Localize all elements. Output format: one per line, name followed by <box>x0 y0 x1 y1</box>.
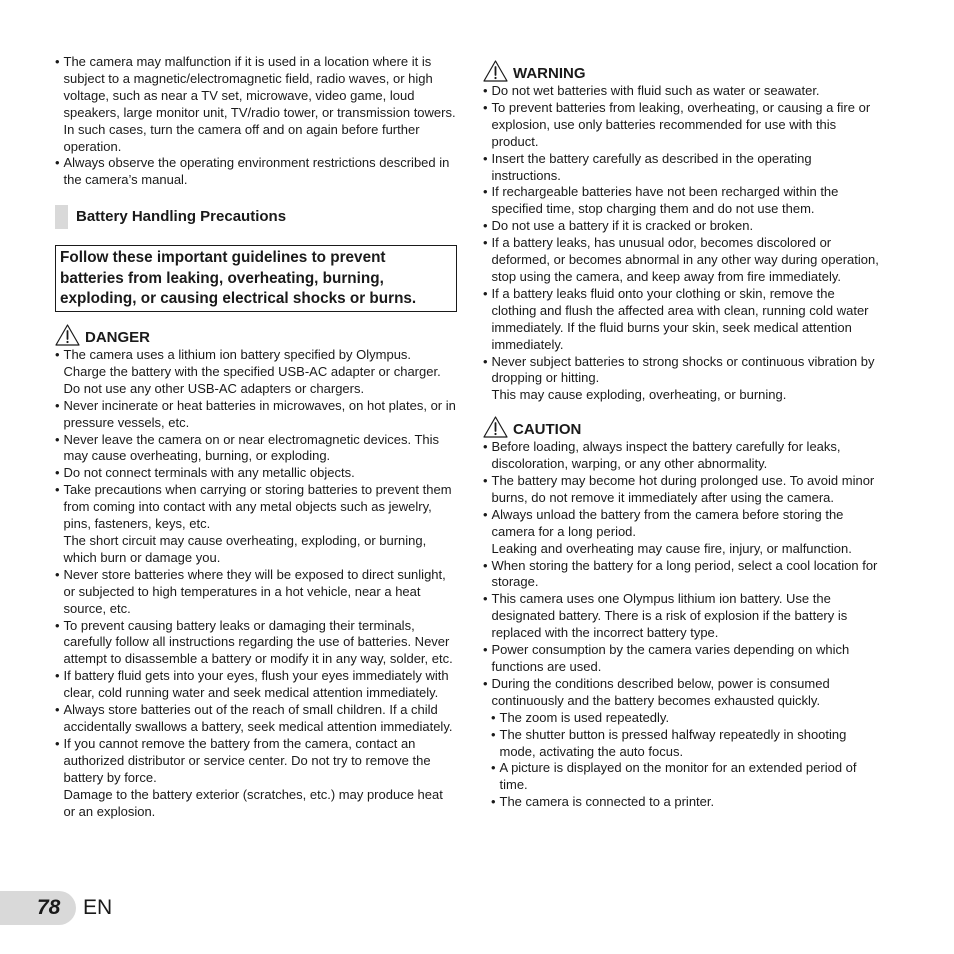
list-item: • Do not wet batteries with fluid such as water or seawater. <box>483 83 883 100</box>
list-item: • If rechargeable batteries have not been recharged within the specified time, stop charging them and do not use them. <box>483 184 883 218</box>
sub-list-item: • The zoom is used repeatedly. <box>491 710 883 727</box>
list-item: • Never store batteries where they will be exposed to direct sunlight, or subjected to high temperatures in a hot vehicle, near a heat source, etc. <box>55 567 457 618</box>
list-item: • Never incinerate or heat batteries in microwaves, on hot plates, or in pressure vessels, etc. <box>55 398 457 432</box>
list-item-text: Take precautions when carrying or storing batteries to prevent them from coming into contact with any metal objects such as jewelry, pins, fasteners, keys, etc. <box>63 482 452 532</box>
section-title: Battery Handling Precautions <box>76 208 287 226</box>
list-item: • Before loading, always inspect the battery carefully for leaks, discoloration, warping, or any other abnormality. <box>483 439 883 473</box>
list-item-note: Damage to the battery exterior (scratches, etc.) may produce heat or an explosion. <box>63 786 443 819</box>
list-item: • If a battery leaks fluid onto your clothing or skin, remove the clothing and flush the affected area with clean, running cold water immediately. If the fluid burns your skin, seek medical attention immediately. <box>483 286 883 354</box>
warning-heading <box>483 58 883 82</box>
list-item: • Always observe the operating environment restrictions described in the camera’s manual. <box>55 155 457 189</box>
list-item: • If battery fluid gets into your eyes, flush your eyes immediately with clear, cold running water and seek medical attention immediately. <box>55 668 457 702</box>
page-footer <box>0 891 120 925</box>
guideline-box: Follow these important guidelines to prevent batteries from leaking, overheating, burning, exploding, or causing electrical shocks or burns. <box>55 245 457 312</box>
list-item: • This camera uses one Olympus lithium ion battery. Use the designated battery. There is a risk of explosion if the battery is replaced with the incorrect battery type. <box>483 591 883 642</box>
list-item-text: If you cannot remove the battery from the camera, contact an authorized distributor or service center. Do not try to remove the battery by force. <box>63 735 431 785</box>
list-item: • Do not connect terminals with any metallic objects. <box>55 465 457 482</box>
left-column <box>55 54 457 820</box>
warning-triangle-icon <box>55 324 80 346</box>
list-item <box>483 507 883 558</box>
list-item <box>483 354 883 405</box>
sub-list-item: • The shutter button is pressed halfway repeatedly in shooting mode, activating the auto focus. <box>491 727 883 761</box>
list-item <box>55 482 457 567</box>
sub-list-item: • A picture is displayed on the monitor for an extended period of time. <box>491 760 883 794</box>
danger-list <box>55 347 457 820</box>
caution-sub-list <box>483 710 883 811</box>
list-item: • During the conditions described below, power is consumed continuously and the battery becomes exhausted quickly. <box>483 676 883 710</box>
list-item-text: Always unload the battery from the camera before storing the camera for a long period. <box>491 506 844 539</box>
list-item-note: The short circuit may cause overheating, exploding, or burning, which burn or damage you. <box>63 533 427 565</box>
list-item: • The camera may malfunction if it is used in a location where it is subject to a magnetic/electromagnetic field, radio waves, or high voltage, such as near a TV set, microwave, video game, loud speakers, large monitor unit, TV/radio tower, or transmission towers. In such cases, turn the camera off and on again before further operation. <box>55 54 457 155</box>
list-item: • The camera uses a lithium ion battery specified by Olympus. Charge the battery with the specified USB-AC adapter or charger. Do not use any other USB-AC adapters or chargers. <box>55 347 457 398</box>
section-marker-bar <box>55 205 68 229</box>
caution-list <box>483 439 883 710</box>
intro-list <box>55 54 457 189</box>
list-item-note: This may cause exploding, overheating, or burning. <box>491 387 787 403</box>
list-item: • When storing the battery for a long period, select a cool location for storage. <box>483 558 883 592</box>
list-item: • Always store batteries out of the reach of small children. If a child accidentally swallows a battery, seek medical attention immediately. <box>55 702 457 736</box>
warning-label: WARNING <box>513 65 586 82</box>
language-label: EN <box>83 896 113 919</box>
list-item-note: Leaking and overheating may cause fire, injury, or malfunction. <box>491 540 852 556</box>
warning-triangle-icon <box>483 416 508 438</box>
right-column <box>483 54 883 811</box>
list-item <box>55 736 457 821</box>
sub-list-item: • The camera is connected to a printer. <box>491 794 883 811</box>
caution-label: CAUTION <box>513 421 582 439</box>
section-heading <box>55 205 457 229</box>
warning-triangle-icon <box>483 60 508 82</box>
page-number: 78 <box>37 896 61 919</box>
caution-heading <box>483 414 883 438</box>
list-item: • Power consumption by the camera varies depending on which functions are used. <box>483 642 883 676</box>
list-item: • To prevent batteries from leaking, overheating, or causing a fire or explosion, use only batteries recommended for use with this product. <box>483 100 883 151</box>
danger-heading <box>55 322 457 346</box>
warning-list <box>483 83 883 404</box>
list-item-text: Never subject batteries to strong shocks or continuous vibration by dropping or hitting. <box>491 353 875 386</box>
list-item: • Do not use a battery if it is cracked or broken. <box>483 218 883 235</box>
list-item: • Never leave the camera on or near electromagnetic devices. This may cause overheating, burning, or exploding. <box>55 432 457 466</box>
list-item: • Insert the battery carefully as described in the operating instructions. <box>483 151 883 185</box>
danger-label: DANGER <box>85 329 151 347</box>
list-item: • To prevent causing battery leaks or damaging their terminals, carefully follow all instructions regarding the use of batteries. Never attempt to disassemble a battery or modify it in any way, solder, etc. <box>55 618 457 669</box>
list-item: • The battery may become hot during prolonged use. To avoid minor burns, do not remove it immediately after using the camera. <box>483 473 883 507</box>
list-item: • If a battery leaks, has unusual odor, becomes discolored or deformed, or becomes abnormal in any other way during operation, stop using the camera, and keep away from fire immediately. <box>483 235 883 286</box>
